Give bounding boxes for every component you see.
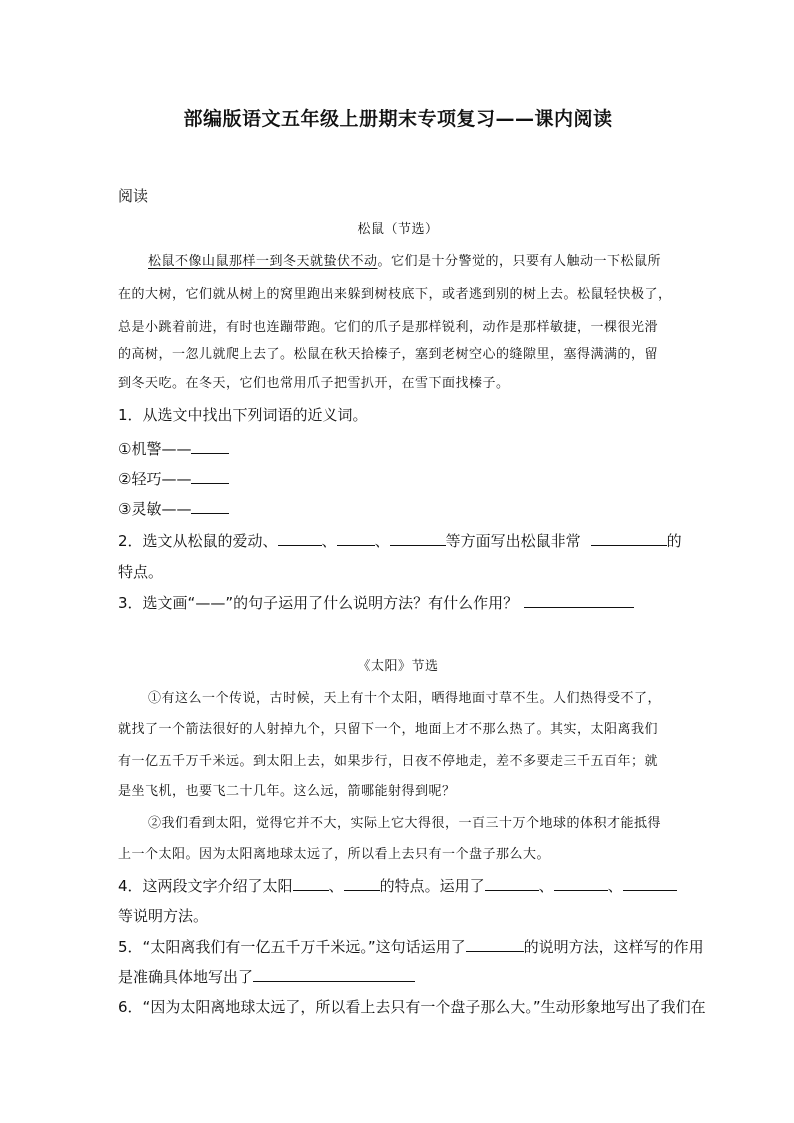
passage2-line: 就找了一个箭法很好的人射掉九个，只留下一个，地面上才不那么热了。其实，太阳离我们 xyxy=(118,722,659,737)
document-page xyxy=(118,0,706,1123)
question-2: 2．选文从松鼠的爱动、 、 、 等方面写出松鼠非常 的 xyxy=(118,532,682,550)
passage1-line: 到冬天吃。在冬天，它们也常用爪子把雪扒开，在雪下面找榛子。 xyxy=(118,376,510,391)
passage1-line: 总是小跳着前进，有时也连蹦带跑。它们的爪子是那样锐利，动作是那样敏捷，一棵很光滑 xyxy=(118,320,659,335)
answer-blank[interactable] xyxy=(191,469,229,484)
answer-blank[interactable] xyxy=(554,876,608,891)
passage2-line: 有一亿五千万千米远。到太阳上去，如果步行，日夜不停地走，差不多要走三千五百年；就 xyxy=(118,754,659,769)
question-4-cont: 等说明方法。 xyxy=(118,907,209,925)
answer-blank[interactable] xyxy=(191,439,229,454)
answer-blank[interactable] xyxy=(390,531,446,546)
answer-blank[interactable] xyxy=(591,531,667,546)
question-5: 5．“太阳离我们有一亿五千万千米远。”这句话运用了 的说明方法，这样写的作用 xyxy=(118,938,704,956)
answer-blank[interactable] xyxy=(191,499,229,514)
question-4: 4．这两段文字介绍了太阳 、 的特点。运用了 、 、 xyxy=(118,875,677,896)
page-title: 部编版语文五年级上册期末专项复习——课内阅读 xyxy=(183,108,613,130)
passage2-line: 是坐飞机，也要飞二十几年。这么远，箭哪能射得到呢？ xyxy=(118,784,456,799)
question-1c: ③灵敏—— xyxy=(118,498,229,519)
question-1: 1．从选文中找出下列词语的近义词。 xyxy=(118,406,368,424)
question-5-cont: 是准确具体地写出了 xyxy=(118,966,415,987)
question-2-cont: 特点。 xyxy=(118,563,164,581)
answer-blank[interactable] xyxy=(623,876,677,891)
answer-blank[interactable] xyxy=(524,593,634,608)
answer-blank[interactable] xyxy=(253,967,415,982)
passage1-heading: 松鼠（节选） xyxy=(357,222,439,237)
section-label: 阅读 xyxy=(118,187,149,205)
underlined-sentence: 松鼠不像山鼠那样一到冬天就蛰伏不动 xyxy=(148,254,378,269)
question-6: 6．“因为太阳离地球太远了，所以看上去只有一个盘子那么大。”生动形象地写出了我们在 xyxy=(118,998,706,1016)
answer-blank[interactable] xyxy=(344,876,380,891)
passage2-line: ②我们看到太阳，觉得它并不大，实际上它大得很，一百三十万个地球的体积才能抵得 xyxy=(148,816,662,831)
passage2-line: ①有这么一个传说，古时候，天上有十个太阳，晒得地面寸草不生。人们热得受不了， xyxy=(148,691,662,706)
question-3: 3．选文画“——”的句子运用了什么说明方法？有什么作用？ xyxy=(118,592,634,613)
answer-blank[interactable] xyxy=(337,531,375,546)
passage1-line: 在的大树，它们就从树上的窝里跑出来躲到树枝底下，或者逃到别的树上去。松鼠轻快极了， xyxy=(118,287,672,302)
passage1-line: 的高树，一忽儿就爬上去了。松鼠在秋天拾榛子，塞到老树空心的缝隙里，塞得满满的，留 xyxy=(118,347,659,362)
answer-blank[interactable] xyxy=(278,531,322,546)
passage2-heading: 《太阳》节选 xyxy=(357,659,439,674)
question-1a: ①机警—— xyxy=(118,438,229,459)
question-1b: ②轻巧—— xyxy=(118,468,229,489)
passage1-line: 松鼠不像山鼠那样一到冬天就蛰伏不动。它们是十分警觉的，只要有人触动一下松鼠所 xyxy=(148,254,662,269)
answer-blank[interactable] xyxy=(293,876,329,891)
passage2-line: 上一个太阳。因为太阳离地球太远了，所以看上去只有一个盘子那么大。 xyxy=(118,847,551,862)
answer-blank[interactable] xyxy=(485,876,539,891)
answer-blank[interactable] xyxy=(466,937,524,952)
